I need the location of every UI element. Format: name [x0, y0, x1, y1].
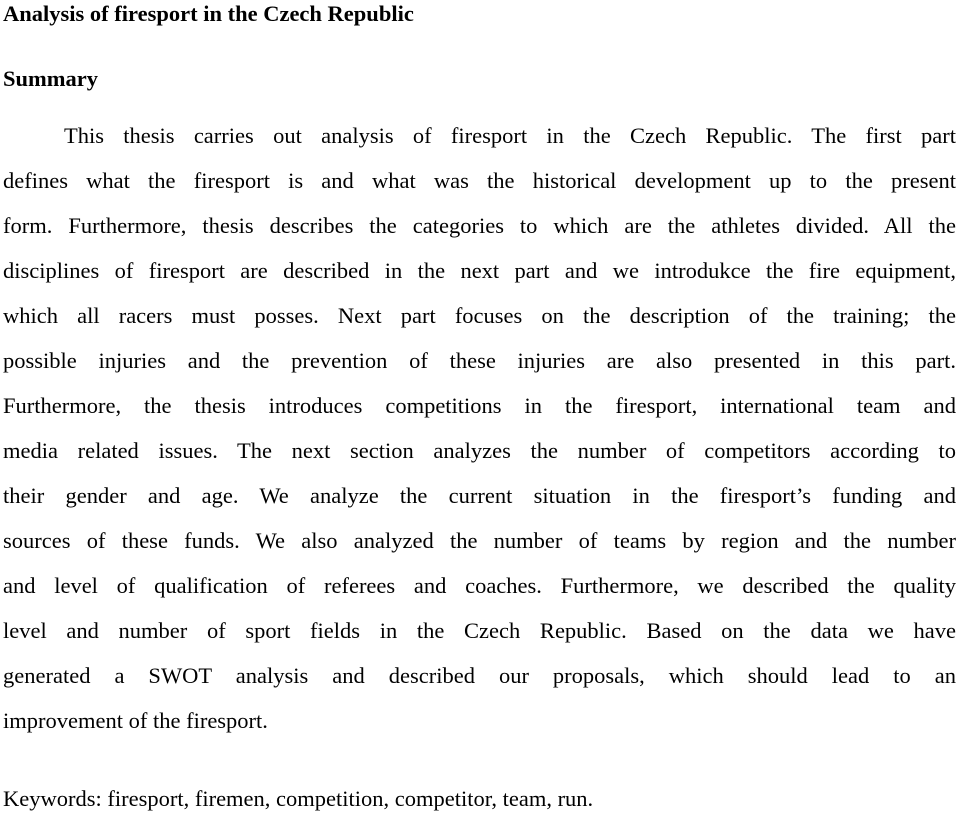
summary-line: level and number of sport fields in the Czech Republic. Based on the data we have	[3, 618, 956, 643]
summary-line: media related issues. The next section analyzes the number of competitors according to	[3, 438, 956, 463]
summary-line: and level of qualification of referees and coaches. Furthermore, we described the quality	[3, 573, 956, 598]
summary-line: form. Furthermore, thesis describes the categories to which are the athletes divided. All the	[3, 213, 956, 238]
document-title: Analysis of firesport in the Czech Republic	[3, 1, 414, 26]
summary-line: This thesis carries out analysis of firesport in the Czech Republic. The first part	[64, 123, 956, 148]
summary-line: defines what the firesport is and what was the historical development up to the present	[3, 168, 956, 193]
summary-line: possible injuries and the prevention of these injuries are also presented in this part.	[3, 348, 956, 373]
summary-line: generated a SWOT analysis and described our proposals, which should lead to an	[3, 663, 956, 688]
summary-line: their gender and age. We analyze the current situation in the firesport’s funding and	[3, 483, 956, 508]
summary-line: Furthermore, the thesis introduces competitions in the firesport, international team and	[3, 393, 956, 418]
summary-line: improvement of the firesport.	[3, 708, 268, 733]
summary-heading: Summary	[3, 66, 98, 91]
summary-paragraph	[3, 113, 956, 743]
summary-line: sources of these funds. We also analyzed the number of teams by region and the number	[3, 528, 956, 553]
summary-line: which all racers must posses. Next part focuses on the description of the training; the	[3, 303, 956, 328]
summary-line: disciplines of firesport are described in the next part and we introdukce the fire equipment,	[3, 258, 956, 283]
keywords-line: Keywords: firesport, firemen, competition, competitor, team, run.	[3, 786, 594, 811]
